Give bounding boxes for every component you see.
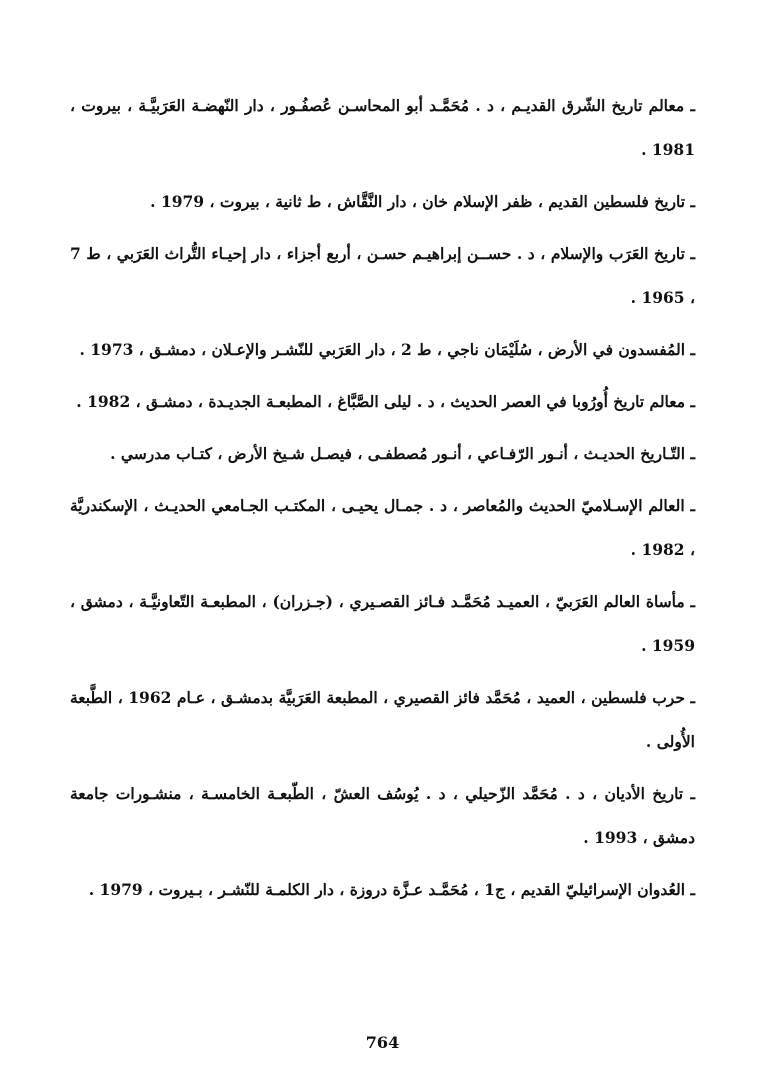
page-number: 764 — [365, 1033, 400, 1052]
bibliography-entry: ـ المُفسدون في الأرض ، سُلَيْمَان ناجي ، ط 2 ، دار العَرَبي للنّشـر والإعـلان ، دمشـق ، 1973 . — [79, 340, 695, 359]
bibliography-entry: ـ معالم تاريخ الشّرق القديـم ، د . مُحَمَّـد أبو المحاسـن عُصفُـور ، دار النّهضـة العَرَبيَّـة ، بيروت ، 1981 . — [70, 96, 695, 159]
bibliography-list — [70, 84, 695, 920]
bibliography-entry: ـ تاريخ فلسطين القديم ، ظفر الإسلام خان ، دار النَّقَّاش ، ط ثانية ، بيروت ، 1979 . — [150, 192, 695, 211]
bibliography-entry: ـ العُدوان الإسرائيليّ القديم ، ج1 ، مُحَمَّـد عـزَّة دروزة ، دار الكلمـة للنّشـر ، بـيروت ، 1979 . — [88, 880, 695, 899]
bibliography-entry: ـ تاريخ الأديان ، د . مُحَمَّد الزّحيلي ، د . يُوسُف العشّ ، الطّبعـة الخامسـة ، منشـورات جامعة دمشق ، 1993 . — [70, 784, 695, 847]
bibliography-entry: ـ حرب فلسطين ، العميد ، مُحَمَّد فائز القصيري ، المطبعة العَرَبيَّة بدمشـق ، عـام 1962 ، الطَّبعة الأُولى . — [70, 688, 695, 751]
bibliography-entry: ـ معالم تاريخ أُورُوبا في العصر الحديث ، د . ليلى الصَّبَّاغ ، المطبعـة الجديـدة ، دمشـق ، 1982 . — [76, 392, 695, 411]
bibliography-entry: ـ تاريخ العَرَب والإسلام ، د . حســن إبراهيـم حسـن ، أربع أجزاء ، دار إحيـاء التُّراث العَرَبي ، ط 7 ، 1965 . — [70, 244, 695, 307]
bibliography-entry: ـ العالم الإسـلاميّ الحديث والمُعاصر ، د . جمـال يحيـى ، المكتـب الجـامعي الحديـث ، الإسكندريَّة ، 1982 . — [70, 496, 695, 559]
bibliography-entry: ـ مأساة العالم العَرَبيّ ، العميـد مُحَمَّـد فـائز القصـيري ، (جـزران) ، المطبعـة التّعاونيَّـة ، دمشق ، 1959 . — [70, 592, 695, 655]
bibliography-entry: ـ التّـاريخ الحديـث ، أنـور الرّفـاعي ، أنـور مُصطفـى ، فيصـل شـيخ الأرض ، كتـاب مدرسي . — [110, 444, 695, 463]
